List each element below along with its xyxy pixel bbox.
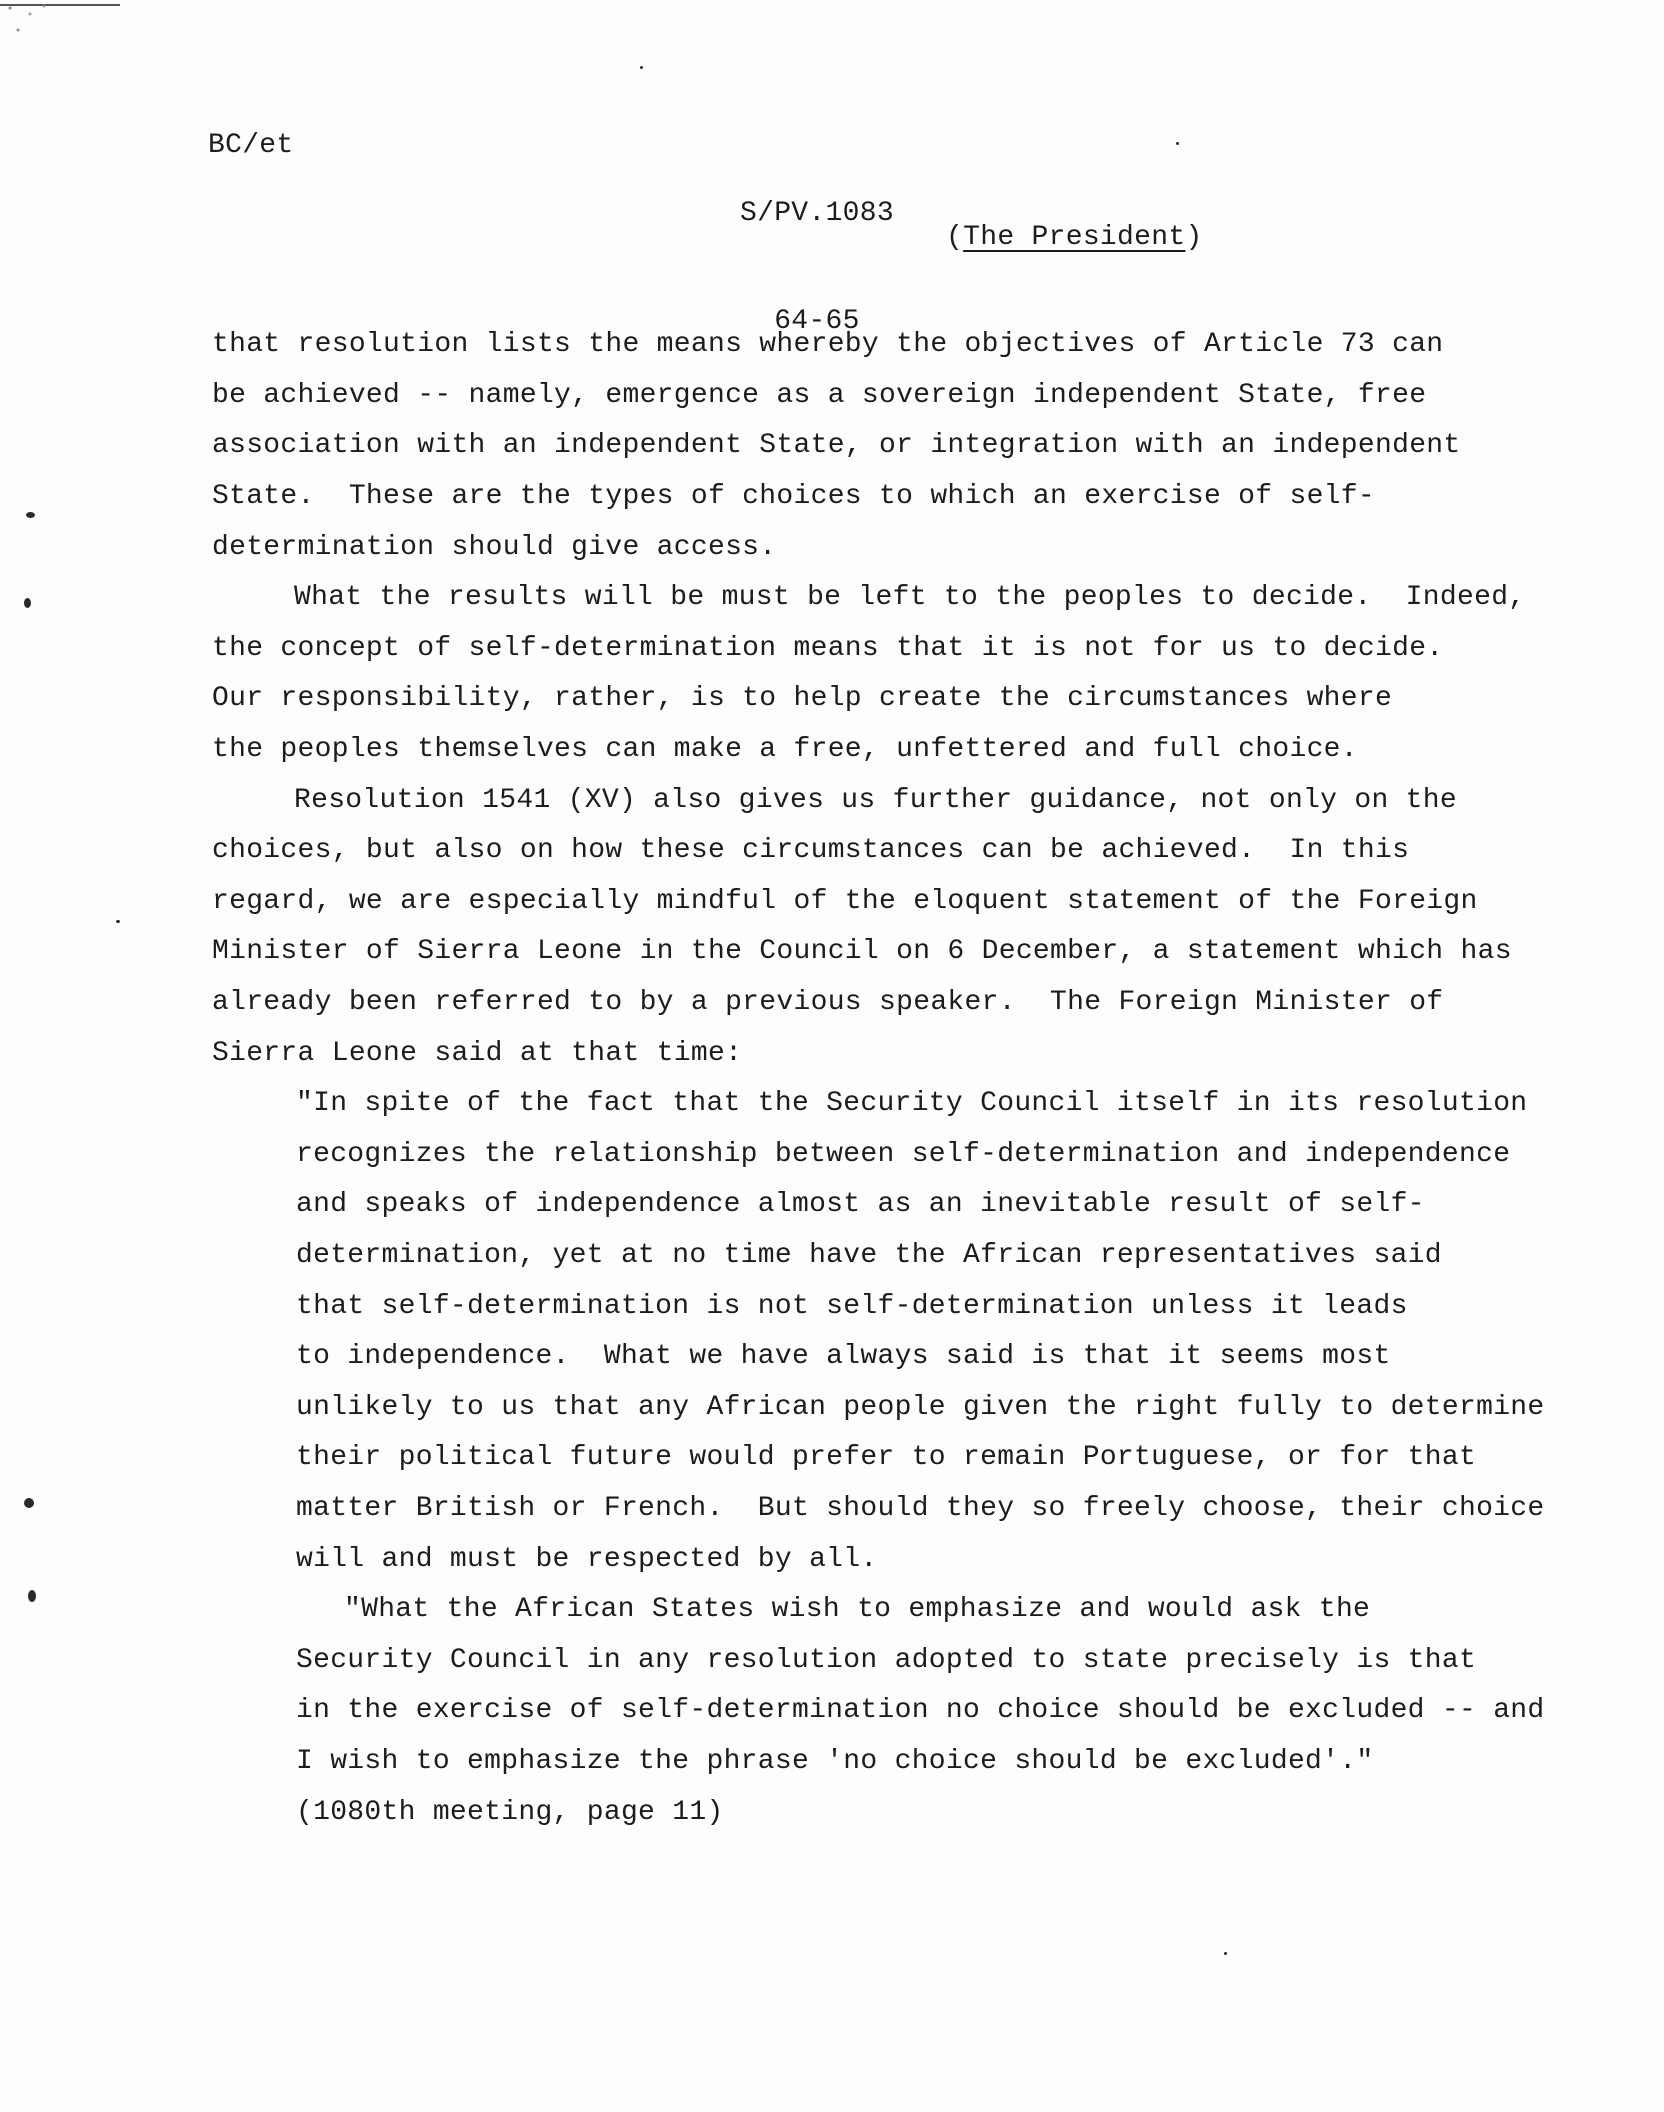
scan-speck — [1176, 142, 1179, 145]
body-line: determination should give access. — [212, 532, 777, 563]
speaker-attribution — [946, 222, 1203, 253]
quote-line: determination, yet at no time have the African representatives said — [296, 1240, 1442, 1271]
quote-line: "What the African States wish to emphasize and would ask the — [344, 1594, 1371, 1625]
speaker-name: The President — [963, 222, 1186, 253]
quote-line: that self-determination is not self-determination unless it leads — [296, 1291, 1408, 1322]
reference-code: BC/et — [208, 130, 294, 161]
scan-speck — [24, 1498, 34, 1508]
document-symbol-block — [740, 124, 894, 412]
quote-line: will and must be respected by all. — [296, 1544, 878, 1575]
body-line: the concept of self-determination means that it is not for us to decide. — [212, 633, 1444, 664]
scan-speck — [24, 598, 31, 608]
quote-line: in the exercise of self-determination no choice should be excluded -- and — [296, 1695, 1545, 1726]
page-range: 64-65 — [774, 306, 860, 337]
quote-line: unlikely to us that any African people given the right fully to determine — [296, 1392, 1545, 1423]
body-line: association with an independent State, or integration with an independent — [212, 430, 1461, 461]
speaker-paren-close: ) — [1185, 222, 1203, 253]
body-line: Our responsibility, rather, is to help create the circumstances where — [212, 683, 1393, 714]
body-line: Resolution 1541 (XV) also gives us further guidance, not only on the — [294, 785, 1457, 816]
body-line: the peoples themselves can make a free, unfettered and full choice. — [212, 734, 1358, 765]
body-line: already been referred to by a previous speaker. The Foreign Minister of — [212, 987, 1444, 1018]
scan-speck — [640, 66, 643, 69]
quote-line: matter British or French. But should they so freely choose, their choice — [296, 1493, 1545, 1524]
quote-line: "In spite of the fact that the Security Council itself in its resolution — [296, 1088, 1528, 1119]
body-line: be achieved -- namely, emergence as a sovereign independent State, free — [212, 380, 1427, 411]
scan-speck — [1224, 1952, 1227, 1955]
scan-speck — [28, 1590, 36, 1602]
quote-line: Security Council in any resolution adopted to state precisely is that — [296, 1645, 1477, 1676]
body-line: choices, but also on how these circumstances can be achieved. In this — [212, 835, 1410, 866]
citation-line: (1080th meeting, page 11) — [296, 1797, 724, 1828]
quote-line: recognizes the relationship between self-determination and independence — [296, 1139, 1511, 1170]
document-symbol: S/PV.1083 — [740, 198, 894, 229]
scan-edge-noise — [0, 0, 80, 60]
quote-line: their political future would prefer to remain Portuguese, or for that — [296, 1442, 1477, 1473]
body-line: that resolution lists the means whereby the objectives of Article 73 can — [212, 329, 1444, 360]
quote-line: to independence. What we have always said is that it seems most — [296, 1341, 1391, 1372]
quote-line: and speaks of independence almost as an inevitable result of self- — [296, 1189, 1425, 1220]
scan-speck — [26, 512, 35, 518]
scan-speck — [116, 920, 120, 923]
quote-line: I wish to emphasize the phrase 'no choice should be excluded'." — [296, 1746, 1374, 1777]
body-line: What the results will be must be left to the peoples to decide. Indeed, — [294, 582, 1526, 613]
body-line: regard, we are especially mindful of the eloquent statement of the Foreign — [212, 886, 1478, 917]
speaker-paren-open: ( — [946, 222, 964, 253]
body-line: Sierra Leone said at that time: — [212, 1038, 743, 1069]
body-line: Minister of Sierra Leone in the Council on 6 December, a statement which has — [212, 936, 1512, 967]
body-line: State. These are the types of choices to which an exercise of self- — [212, 481, 1375, 512]
